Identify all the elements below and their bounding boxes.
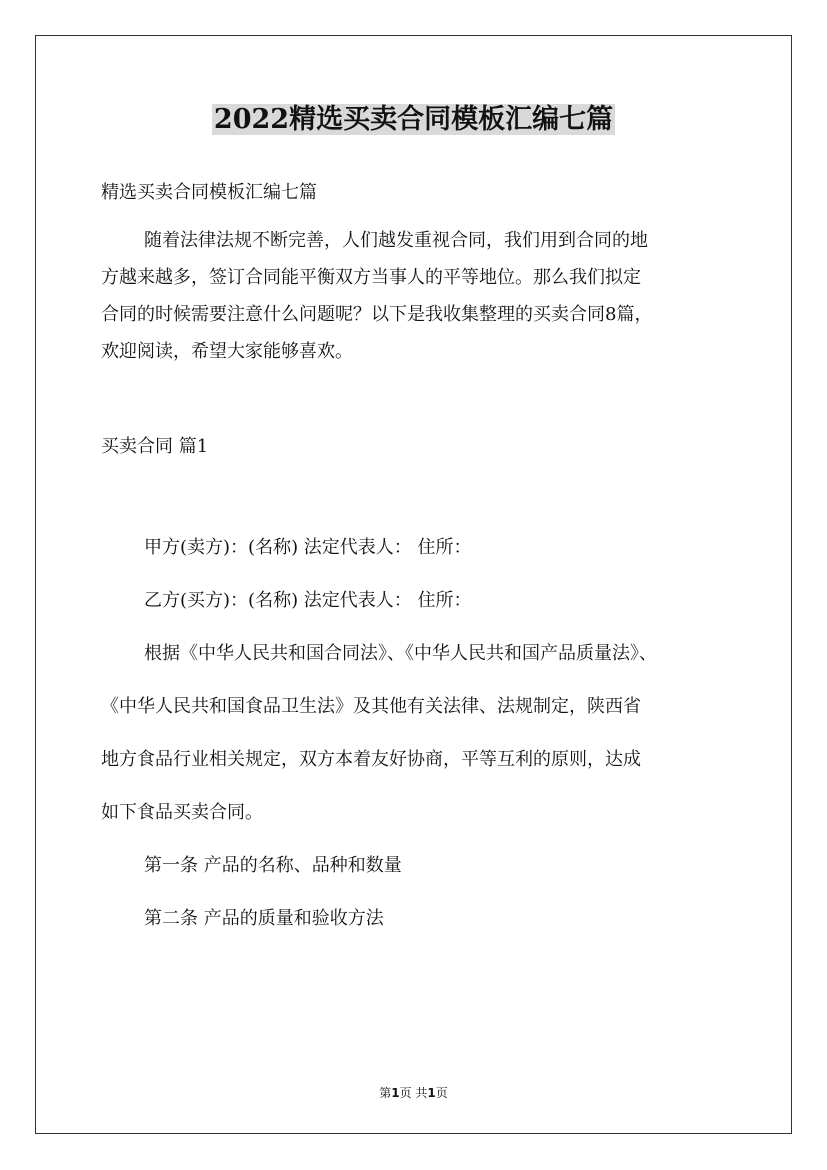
footer-total-pages: 1 [427,1086,436,1100]
document-body [101,174,729,945]
party-a-line: 甲方(卖方)：(名称) 法定代表人： 住所： [144,537,472,558]
page-footer [0,1084,827,1102]
intro-line: 欢迎阅读，希望大家能够喜欢。 [101,341,353,362]
basis-line: 如下食品买卖合同。 [101,802,263,823]
footer-mid: 页 共 [399,1086,428,1100]
section-heading: 买卖合同 篇1 [101,436,209,457]
footer-prefix: 第 [379,1086,392,1100]
intro-line: 合同的时候需要注意什么问题呢？以下是我收集整理的买卖合同8篇， [101,304,653,325]
intro-line: 方越来越多，签订合同能平衡双方当事人的平等地位。那么我们拟定 [101,267,641,288]
basis-line: 地方食品行业相关规定，双方本着友好协商，平等互利的原则，达成 [101,749,641,770]
party-b-line: 乙方(买方)：(名称) 法定代表人： 住所： [144,590,472,611]
intro-paragraph [101,222,729,370]
footer-suffix: 页 [435,1086,448,1100]
document-subtitle: 精选买卖合同模板汇编七篇 [101,182,317,203]
article-2-heading: 第二条 产品的质量和验收方法 [144,908,384,929]
intro-line: 随着法律法规不断完善，人们越发重视合同，我们用到合同的地 [144,230,648,251]
document-title [0,100,827,140]
basis-paragraph [101,627,729,839]
footer-current-page: 1 [391,1086,400,1100]
document-title-text: 2022精选买卖合同模板汇编七篇 [213,104,614,135]
basis-line: 根据《中华人民共和国合同法》、《中华人民共和国产品质量法》、 [144,643,657,664]
basis-line: 《中华人民共和国食品卫生法》及其他有关法律、法规制定，陕西省 [101,696,641,717]
article-1-heading: 第一条 产品的名称、品种和数量 [144,855,402,876]
